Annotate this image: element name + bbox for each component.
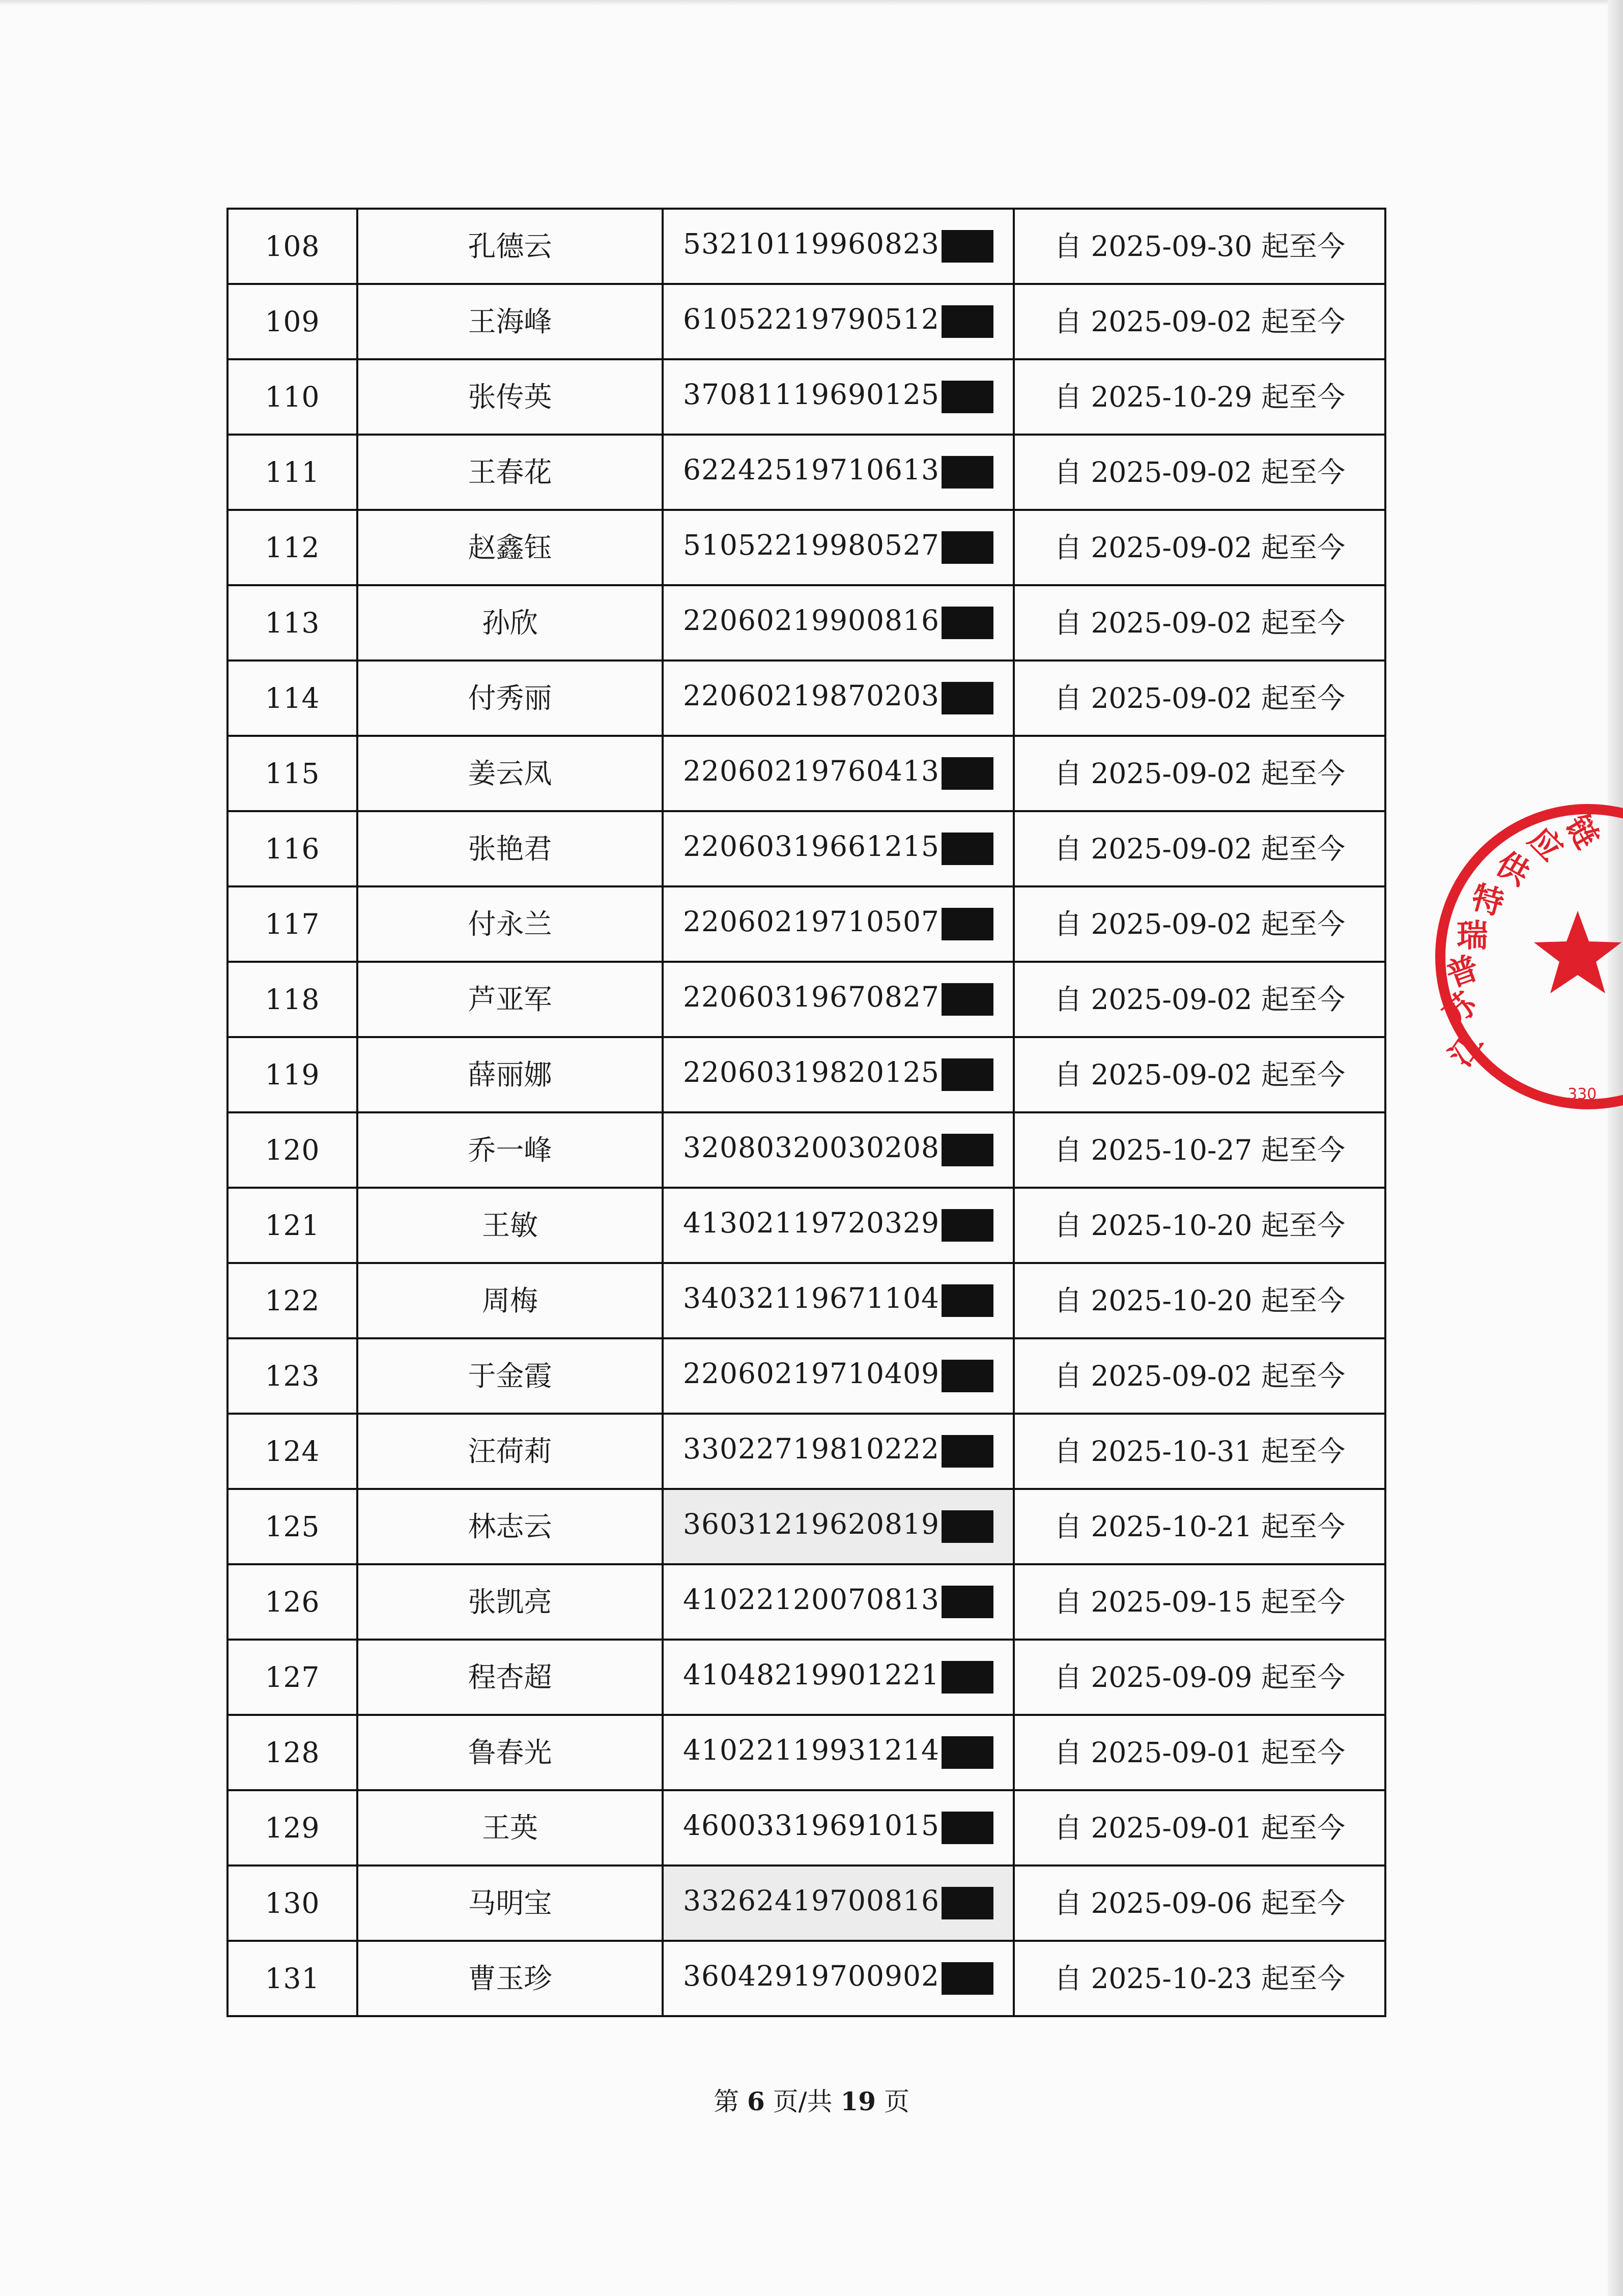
start-date: 2025-09-02 xyxy=(1091,1058,1252,1091)
id-number-prefix: 22060219900816 xyxy=(683,604,939,637)
table-row xyxy=(227,886,1385,962)
date-suffix-label: 起至今 xyxy=(1261,1284,1346,1317)
date-suffix-label: 起至今 xyxy=(1261,1510,1346,1543)
start-date: 2025-09-02 xyxy=(1091,1359,1252,1392)
id-number-prefix: 41302119720329 xyxy=(683,1207,939,1239)
person-name: 张艳君 xyxy=(357,811,663,886)
start-date-cell xyxy=(1014,209,1385,284)
date-suffix-label: 起至今 xyxy=(1261,1359,1346,1392)
id-number-prefix: 22060219710507 xyxy=(683,905,939,938)
row-number: 109 xyxy=(227,284,357,359)
id-number-cell xyxy=(663,1489,1014,1564)
redaction-block xyxy=(942,1058,993,1091)
date-suffix-label: 起至今 xyxy=(1261,1434,1346,1468)
person-name: 林志云 xyxy=(357,1489,663,1564)
id-number-prefix: 33022719810222 xyxy=(683,1432,939,1465)
person-name: 于金霞 xyxy=(357,1338,663,1414)
svg-text:瑞: 瑞 xyxy=(1457,917,1489,954)
start-date-cell xyxy=(1014,962,1385,1037)
date-suffix-label: 起至今 xyxy=(1261,832,1346,865)
start-date: 2025-09-02 xyxy=(1091,305,1252,338)
redaction-block xyxy=(942,1661,993,1694)
svg-text:链: 链 xyxy=(1558,809,1607,855)
id-number-cell xyxy=(663,209,1014,284)
start-date: 2025-09-02 xyxy=(1091,832,1252,865)
date-prefix-label: 自 xyxy=(1053,757,1082,790)
date-prefix-label: 自 xyxy=(1053,305,1082,338)
redaction-block xyxy=(942,1736,993,1769)
person-name: 程杏超 xyxy=(357,1640,663,1715)
date-prefix-label: 自 xyxy=(1053,229,1082,263)
footer-label-pages: 页 xyxy=(884,2087,909,2116)
row-number: 119 xyxy=(227,1037,357,1112)
row-number: 108 xyxy=(227,209,357,284)
table-row xyxy=(227,510,1385,585)
svg-text:供: 供 xyxy=(1490,844,1536,893)
date-prefix-label: 自 xyxy=(1053,1133,1082,1166)
redaction-block xyxy=(942,1360,993,1392)
start-date: 2025-09-09 xyxy=(1091,1660,1252,1694)
start-date-cell xyxy=(1014,1188,1385,1263)
row-number: 129 xyxy=(227,1790,357,1866)
id-number-prefix: 22060219710409 xyxy=(683,1357,939,1390)
table-row xyxy=(227,284,1385,359)
footer-page-number: 6 xyxy=(747,2086,765,2116)
id-number-prefix: 22060319670827 xyxy=(683,981,939,1013)
date-prefix-label: 自 xyxy=(1053,1058,1082,1091)
date-suffix-label: 起至今 xyxy=(1261,1736,1346,1769)
row-number: 122 xyxy=(227,1263,357,1338)
date-prefix-label: 自 xyxy=(1053,1359,1082,1392)
id-number-prefix: 22060319661215 xyxy=(683,830,939,863)
table-row xyxy=(227,736,1385,811)
date-prefix-label: 自 xyxy=(1053,380,1082,413)
row-number: 111 xyxy=(227,435,357,510)
table-row xyxy=(227,1866,1385,1941)
date-prefix-label: 自 xyxy=(1053,531,1082,564)
start-date: 2025-09-06 xyxy=(1091,1886,1252,1919)
id-number-prefix: 36031219620819 xyxy=(683,1508,939,1540)
redaction-block xyxy=(942,1812,993,1844)
date-suffix-label: 起至今 xyxy=(1261,1660,1346,1694)
table-row xyxy=(227,1112,1385,1188)
id-number-cell xyxy=(663,585,1014,661)
row-number: 118 xyxy=(227,962,357,1037)
person-name: 王海峰 xyxy=(357,284,663,359)
footer-label-page: 第 xyxy=(714,2087,739,2116)
table-row xyxy=(227,1188,1385,1263)
row-number: 117 xyxy=(227,886,357,962)
redaction-block xyxy=(942,908,993,940)
start-date-cell xyxy=(1014,661,1385,736)
date-suffix-label: 起至今 xyxy=(1261,455,1346,489)
person-name: 王敏 xyxy=(357,1188,663,1263)
table-row xyxy=(227,1564,1385,1640)
date-prefix-label: 自 xyxy=(1053,1962,1082,1995)
start-date-cell xyxy=(1014,585,1385,661)
table-row xyxy=(227,1790,1385,1866)
date-prefix-label: 自 xyxy=(1053,1284,1082,1317)
person-name: 王英 xyxy=(357,1790,663,1866)
date-suffix-label: 起至今 xyxy=(1261,531,1346,564)
start-date-cell xyxy=(1014,1715,1385,1790)
id-number-prefix: 46003319691015 xyxy=(683,1809,939,1842)
row-number: 116 xyxy=(227,811,357,886)
start-date: 2025-09-02 xyxy=(1091,455,1252,489)
redaction-block xyxy=(942,1962,993,1995)
start-date: 2025-09-02 xyxy=(1091,757,1252,790)
table-row xyxy=(227,962,1385,1037)
person-name: 曹玉珍 xyxy=(357,1941,663,2016)
person-name: 周梅 xyxy=(357,1263,663,1338)
date-suffix-label: 起至今 xyxy=(1261,380,1346,413)
date-suffix-label: 起至今 xyxy=(1261,1811,1346,1844)
start-date-cell xyxy=(1014,811,1385,886)
start-date-cell xyxy=(1014,359,1385,435)
table-row xyxy=(227,359,1385,435)
start-date: 2025-09-02 xyxy=(1091,907,1252,940)
id-number-cell xyxy=(663,811,1014,886)
svg-text:应: 应 xyxy=(1521,819,1570,869)
row-number: 123 xyxy=(227,1338,357,1414)
redaction-block xyxy=(942,531,993,564)
date-prefix-label: 自 xyxy=(1053,1660,1082,1694)
id-number-cell xyxy=(663,886,1014,962)
row-number: 128 xyxy=(227,1715,357,1790)
date-suffix-label: 起至今 xyxy=(1261,681,1346,714)
id-number-prefix: 41022120070813 xyxy=(683,1583,939,1616)
id-number-cell xyxy=(663,1112,1014,1188)
redaction-block xyxy=(942,1586,993,1618)
row-number: 130 xyxy=(227,1866,357,1941)
date-prefix-label: 自 xyxy=(1053,606,1082,639)
scan-right-edge xyxy=(1608,0,1623,2296)
id-number-prefix: 62242519710613 xyxy=(683,453,939,486)
row-number: 121 xyxy=(227,1188,357,1263)
seal-star-icon xyxy=(1534,911,1621,993)
id-number-prefix: 53210119960823 xyxy=(683,227,939,260)
date-suffix-label: 起至今 xyxy=(1261,1209,1346,1242)
row-number: 131 xyxy=(227,1941,357,2016)
start-date: 2025-10-21 xyxy=(1091,1510,1252,1543)
person-name: 鲁春光 xyxy=(357,1715,663,1790)
row-number: 114 xyxy=(227,661,357,736)
redaction-block xyxy=(942,230,993,263)
start-date: 2025-09-01 xyxy=(1091,1736,1252,1769)
start-date: 2025-10-27 xyxy=(1091,1133,1252,1166)
start-date: 2025-10-20 xyxy=(1091,1284,1252,1317)
row-number: 113 xyxy=(227,585,357,661)
date-suffix-label: 起至今 xyxy=(1261,907,1346,940)
company-seal-stamp xyxy=(1430,794,1623,1120)
table-row xyxy=(227,209,1385,284)
person-name: 孙欣 xyxy=(357,585,663,661)
table-row xyxy=(227,1338,1385,1414)
id-number-cell xyxy=(663,1188,1014,1263)
date-prefix-label: 自 xyxy=(1053,983,1082,1016)
start-date-cell xyxy=(1014,1338,1385,1414)
person-name: 付秀丽 xyxy=(357,661,663,736)
redaction-block xyxy=(942,682,993,714)
date-suffix-label: 起至今 xyxy=(1261,305,1346,338)
start-date-cell xyxy=(1014,1037,1385,1112)
date-prefix-label: 自 xyxy=(1053,1434,1082,1468)
person-name: 赵鑫钰 xyxy=(357,510,663,585)
table-row xyxy=(227,1414,1385,1489)
id-number-prefix: 33262419700816 xyxy=(683,1884,939,1917)
person-name: 张凯亮 xyxy=(357,1564,663,1640)
id-number-cell xyxy=(663,359,1014,435)
footer-total-pages: 19 xyxy=(840,2086,876,2116)
svg-text:普: 普 xyxy=(1441,949,1484,995)
table-row xyxy=(227,435,1385,510)
id-number-cell xyxy=(663,1414,1014,1489)
person-name: 汪荷莉 xyxy=(357,1414,663,1489)
redaction-block xyxy=(942,1510,993,1543)
date-suffix-label: 起至今 xyxy=(1261,1133,1346,1166)
date-suffix-label: 起至今 xyxy=(1261,1886,1346,1919)
date-suffix-label: 起至今 xyxy=(1261,1058,1346,1091)
id-number-prefix: 37081119690125 xyxy=(683,378,939,411)
redaction-block xyxy=(942,1134,993,1166)
id-number-prefix: 41022119931214 xyxy=(683,1734,939,1766)
redaction-block xyxy=(942,381,993,413)
row-number: 112 xyxy=(227,510,357,585)
seal-code-text: 330 xyxy=(1568,1085,1597,1103)
redaction-block xyxy=(942,757,993,790)
date-prefix-label: 自 xyxy=(1053,455,1082,489)
id-number-prefix: 61052219790512 xyxy=(683,303,939,335)
page-footer xyxy=(0,2081,1623,2118)
start-date: 2025-10-23 xyxy=(1091,1962,1252,1995)
start-date-cell xyxy=(1014,1640,1385,1715)
start-date-cell xyxy=(1014,736,1385,811)
date-prefix-label: 自 xyxy=(1053,1811,1082,1844)
person-name: 王春花 xyxy=(357,435,663,510)
redaction-block xyxy=(942,456,993,489)
date-prefix-label: 自 xyxy=(1053,1510,1082,1543)
start-date-cell xyxy=(1014,1790,1385,1866)
table-row xyxy=(227,811,1385,886)
person-name: 张传英 xyxy=(357,359,663,435)
scan-top-edge xyxy=(0,0,1623,6)
date-prefix-label: 自 xyxy=(1053,1585,1082,1618)
start-date: 2025-09-15 xyxy=(1091,1585,1252,1618)
person-name: 芦亚军 xyxy=(357,962,663,1037)
redaction-block xyxy=(942,1209,993,1242)
personnel-table-body xyxy=(227,209,1385,2016)
table-row xyxy=(227,1489,1385,1564)
person-name: 马明宝 xyxy=(357,1866,663,1941)
person-name: 付永兰 xyxy=(357,886,663,962)
start-date: 2025-09-30 xyxy=(1091,229,1252,263)
id-number-cell xyxy=(663,1941,1014,2016)
start-date: 2025-09-02 xyxy=(1091,983,1252,1016)
id-number-cell xyxy=(663,435,1014,510)
id-number-cell xyxy=(663,1790,1014,1866)
date-prefix-label: 自 xyxy=(1053,1886,1082,1919)
id-number-prefix: 22060219760413 xyxy=(683,755,939,787)
start-date: 2025-10-31 xyxy=(1091,1434,1252,1468)
id-number-cell xyxy=(663,962,1014,1037)
date-prefix-label: 自 xyxy=(1053,1736,1082,1769)
person-name: 孔德云 xyxy=(357,209,663,284)
table-row xyxy=(227,1941,1385,2016)
id-number-cell xyxy=(663,1338,1014,1414)
id-number-cell xyxy=(663,1564,1014,1640)
row-number: 115 xyxy=(227,736,357,811)
start-date: 2025-09-01 xyxy=(1091,1811,1252,1844)
redaction-block xyxy=(942,1435,993,1468)
start-date: 2025-09-02 xyxy=(1091,531,1252,564)
start-date-cell xyxy=(1014,284,1385,359)
date-suffix-label: 起至今 xyxy=(1261,1962,1346,1995)
table-row xyxy=(227,1715,1385,1790)
date-prefix-label: 自 xyxy=(1053,832,1082,865)
start-date-cell xyxy=(1014,886,1385,962)
table-row xyxy=(227,1263,1385,1338)
id-number-prefix: 51052219980527 xyxy=(683,529,939,561)
row-number: 124 xyxy=(227,1414,357,1489)
start-date-cell xyxy=(1014,1941,1385,2016)
start-date: 2025-10-29 xyxy=(1091,380,1252,413)
start-date-cell xyxy=(1014,1564,1385,1640)
start-date-cell xyxy=(1014,1112,1385,1188)
redaction-block xyxy=(942,1887,993,1919)
row-number: 126 xyxy=(227,1564,357,1640)
footer-label-of: 页/共 xyxy=(773,2087,833,2116)
start-date-cell xyxy=(1014,1866,1385,1941)
id-number-cell xyxy=(663,284,1014,359)
svg-text:苏: 苏 xyxy=(1435,985,1484,1034)
id-number-cell xyxy=(663,1866,1014,1941)
date-prefix-label: 自 xyxy=(1053,681,1082,714)
redaction-block xyxy=(942,833,993,865)
redaction-block xyxy=(942,305,993,338)
redaction-block xyxy=(942,983,993,1016)
table-row xyxy=(227,1640,1385,1715)
table-row xyxy=(227,1037,1385,1112)
row-number: 127 xyxy=(227,1640,357,1715)
id-number-cell xyxy=(663,661,1014,736)
id-number-cell xyxy=(663,510,1014,585)
person-name: 乔一峰 xyxy=(357,1112,663,1188)
date-suffix-label: 起至今 xyxy=(1261,1585,1346,1618)
id-number-prefix: 36042919700902 xyxy=(683,1960,939,1992)
date-suffix-label: 起至今 xyxy=(1261,983,1346,1016)
person-name: 薛丽娜 xyxy=(357,1037,663,1112)
table-row xyxy=(227,661,1385,736)
start-date-cell xyxy=(1014,1489,1385,1564)
id-number-cell xyxy=(663,736,1014,811)
id-number-prefix: 32080320030208 xyxy=(683,1131,939,1164)
svg-text:江: 江 xyxy=(1441,1025,1490,1073)
id-number-cell xyxy=(663,1640,1014,1715)
id-number-prefix: 22060319820125 xyxy=(683,1056,939,1088)
row-number: 110 xyxy=(227,359,357,435)
id-number-cell xyxy=(663,1263,1014,1338)
redaction-block xyxy=(942,1284,993,1317)
redaction-block xyxy=(942,607,993,639)
start-date-cell xyxy=(1014,510,1385,585)
date-prefix-label: 自 xyxy=(1053,1209,1082,1242)
date-suffix-label: 起至今 xyxy=(1261,229,1346,263)
date-suffix-label: 起至今 xyxy=(1261,757,1346,790)
start-date: 2025-09-02 xyxy=(1091,681,1252,714)
start-date: 2025-09-02 xyxy=(1091,606,1252,639)
personnel-table xyxy=(226,208,1386,2017)
table-row xyxy=(227,585,1385,661)
start-date-cell xyxy=(1014,1263,1385,1338)
start-date-cell xyxy=(1014,435,1385,510)
date-suffix-label: 起至今 xyxy=(1261,606,1346,639)
row-number: 120 xyxy=(227,1112,357,1188)
row-number: 125 xyxy=(227,1489,357,1564)
id-number-cell xyxy=(663,1715,1014,1790)
date-prefix-label: 自 xyxy=(1053,907,1082,940)
start-date: 2025-10-20 xyxy=(1091,1209,1252,1242)
id-number-prefix: 22060219870203 xyxy=(683,679,939,712)
id-number-cell xyxy=(663,1037,1014,1112)
svg-text:特: 特 xyxy=(1468,878,1508,923)
person-name: 姜云凤 xyxy=(357,736,663,811)
start-date-cell xyxy=(1014,1414,1385,1489)
id-number-prefix: 34032119671104 xyxy=(683,1282,939,1314)
id-number-prefix: 41048219901221 xyxy=(683,1658,939,1691)
